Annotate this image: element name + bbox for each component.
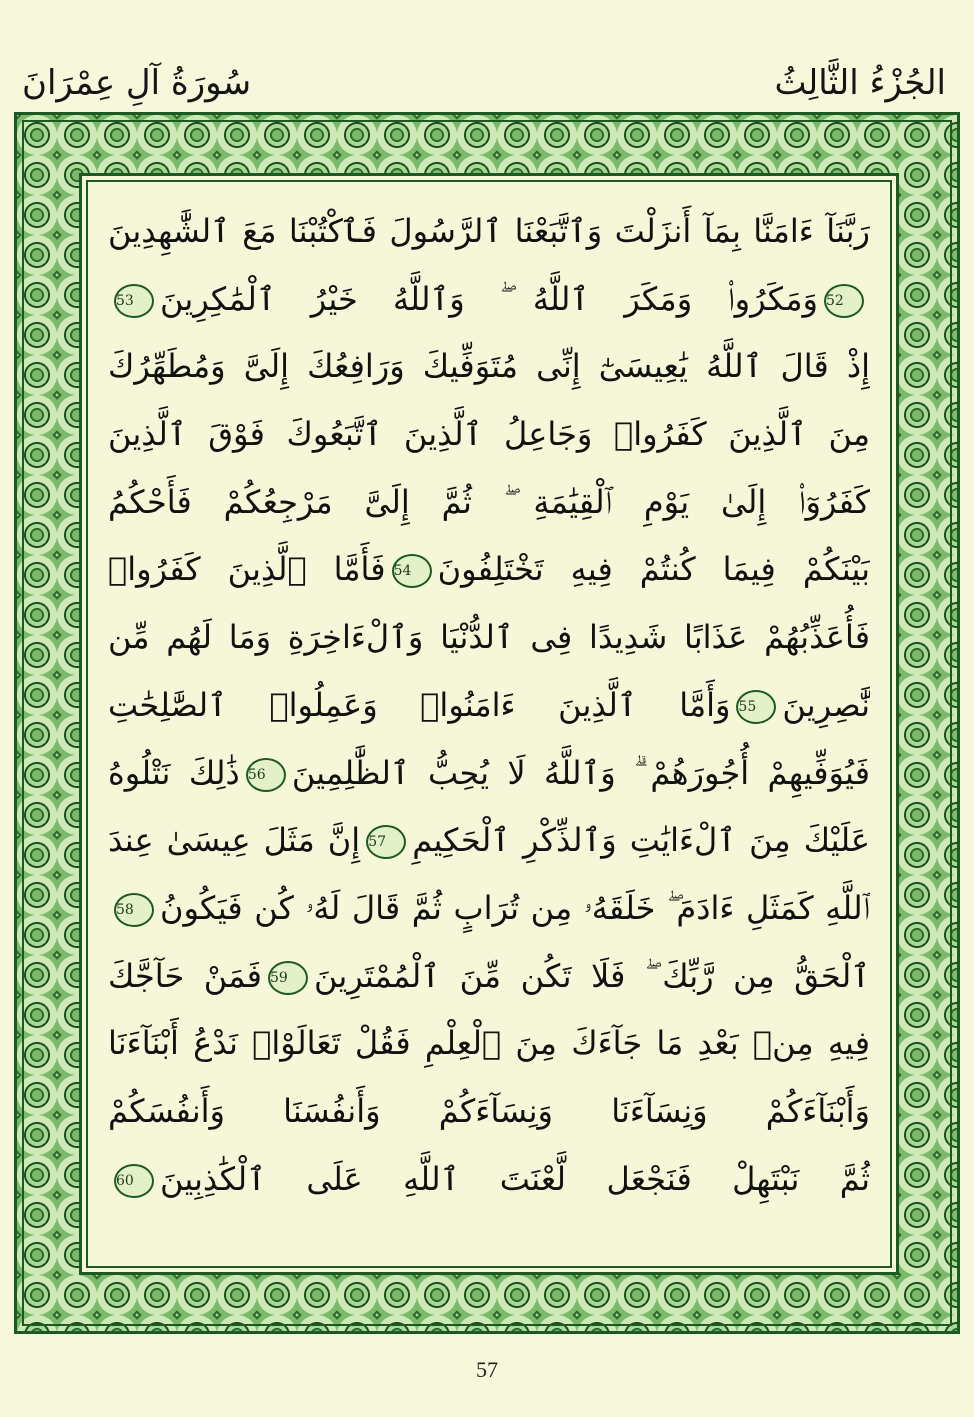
verse-text: بَيْنَكُمْ فِيمَا كُنتُمْ فِيهِ تَخْتَلِفُونَ	[437, 550, 870, 589]
text-line	[108, 333, 870, 401]
verse-text: رَبَّنَآ ءَامَنَّا بِمَآ أَنزَلْتَ وَٱتَّبَعْنَا ٱلرَّسُولَ فَٱكْتُبْنَا مَعَ ٱلشَّٰهِدِينَ	[108, 212, 870, 250]
text-line	[108, 875, 870, 943]
verse-text: وَأَبْنَآءَكُمْ وَنِسَآءَنَا وَنِسَآءَكُمْ وَأَنفُسَنَا وَأَنفُسَكُمْ	[108, 1091, 870, 1130]
ayah-number-marker: 53	[114, 284, 154, 318]
text-line	[108, 469, 870, 537]
ayah-number-marker: 60	[114, 1164, 154, 1198]
text-line	[108, 536, 870, 604]
verse-text: إِذْ قَالَ ٱللَّهُ يَٰعِيسَىٰٓ إِنِّى مُتَوَفِّيكَ وَرَافِعُكَ إِلَىَّ وَمُطَهِّرُكَ	[108, 347, 870, 386]
verse-text: فَأُعَذِّبُهُمْ عَذَابًا شَدِيدًا فِى ٱلدُّنْيَا وَٱلْءَاخِرَةِ وَمَا لَهُم مِّن	[108, 618, 870, 657]
text-line	[108, 943, 870, 1011]
ayah-number-marker: 58	[114, 893, 154, 927]
verse-text: مِنَ ٱلَّذِينَ كَفَرُوا۟ وَجَاعِلُ ٱلَّذِينَ ٱتَّبَعُوكَ فَوْقَ ٱلَّذِينَ	[108, 415, 870, 454]
verse-text: ثُمَّ نَبْتَهِلْ فَنَجْعَل لَّعْنَتَ ٱللَّهِ عَلَى ٱلْكَٰذِبِينَ	[160, 1159, 870, 1198]
text-line	[108, 401, 870, 469]
verse-text: فِيهِ مِنۢ بَعْدِ مَا جَآءَكَ مِنَ ٱلْعِلْمِ فَقُلْ تَعَالَوْا۟ نَدْعُ أَبْنَآءَنَا	[108, 1024, 870, 1063]
text-line	[108, 1078, 870, 1146]
verse-text: وَأَمَّا ٱلَّذِينَ ءَامَنُوا۟ وَعَمِلُوا۟ ٱلصَّٰلِحَٰتِ	[108, 685, 731, 724]
ayah-number-marker: 59	[268, 961, 308, 995]
verse-text: ٱلْحَقُّ مِن رَّبِّكَ ۖ فَلَا تَكُن مِّنَ ٱلْمُمْتَرِينَ	[313, 956, 870, 995]
verse-text: فَأَمَّا ٱلَّذِينَ كَفَرُوا۟	[108, 550, 386, 589]
ornamental-border	[14, 112, 960, 1334]
verse-text: نَّٰصِرِينَ	[782, 685, 870, 724]
verse-text: كَفَرُوٓا۟ إِلَىٰ يَوْمِ ٱلْقِيَٰمَةِ ۖ ثُمَّ إِلَىَّ مَرْجِعُكُمْ فَأَحْكُمُ	[108, 482, 870, 521]
text-line	[108, 807, 870, 875]
text-line	[108, 672, 870, 740]
verse-text: فَمَنْ حَآجَّكَ	[108, 956, 262, 995]
text-line	[108, 604, 870, 672]
ayah-number-marker: 52	[824, 284, 864, 318]
ayah-number-marker: 55	[736, 690, 776, 724]
verse-text: عَلَيْكَ مِنَ ٱلْءَايَٰتِ وَٱلذِّكْرِ ٱلْحَكِيمِ	[412, 821, 870, 860]
text-line	[108, 1010, 870, 1078]
verse-text: ٱللَّهِ كَمَثَلِ ءَادَمَ ۖ خَلَقَهُۥ مِن تُرَابٍ ثُمَّ قَالَ لَهُۥ كُن فَيَكُونُ	[160, 888, 870, 927]
ayah-number-marker: 56	[246, 758, 286, 792]
verse-text: ذَٰلِكَ نَتْلُوهُ	[108, 753, 240, 792]
text-line	[108, 266, 870, 334]
text-line	[108, 198, 870, 266]
ayah-number-marker: 57	[366, 825, 406, 859]
page-number: 57	[476, 1357, 498, 1382]
juz-header: الجُزْءُ الثَّالِثُ	[774, 63, 946, 103]
quran-text-panel	[79, 173, 899, 1275]
text-line	[108, 1146, 870, 1214]
verse-text: وَمَكَرُوا۟ وَمَكَرَ ٱللَّهُ ۖ وَٱللَّهُ خَيْرُ ٱلْمَٰكِرِينَ	[160, 279, 818, 318]
verse-text: فَيُوَفِّيهِمْ أُجُورَهُمْ ۗ وَٱللَّهُ لَا يُحِبُّ ٱلظَّٰلِمِينَ	[291, 753, 870, 792]
verse-text: إِنَّ مَثَلَ عِيسَىٰ عِندَ	[108, 821, 361, 860]
surah-header: سُورَةُ آلِ عِمْرَانَ	[22, 63, 252, 103]
ayah-number-marker: 54	[392, 554, 432, 588]
text-line	[108, 740, 870, 808]
